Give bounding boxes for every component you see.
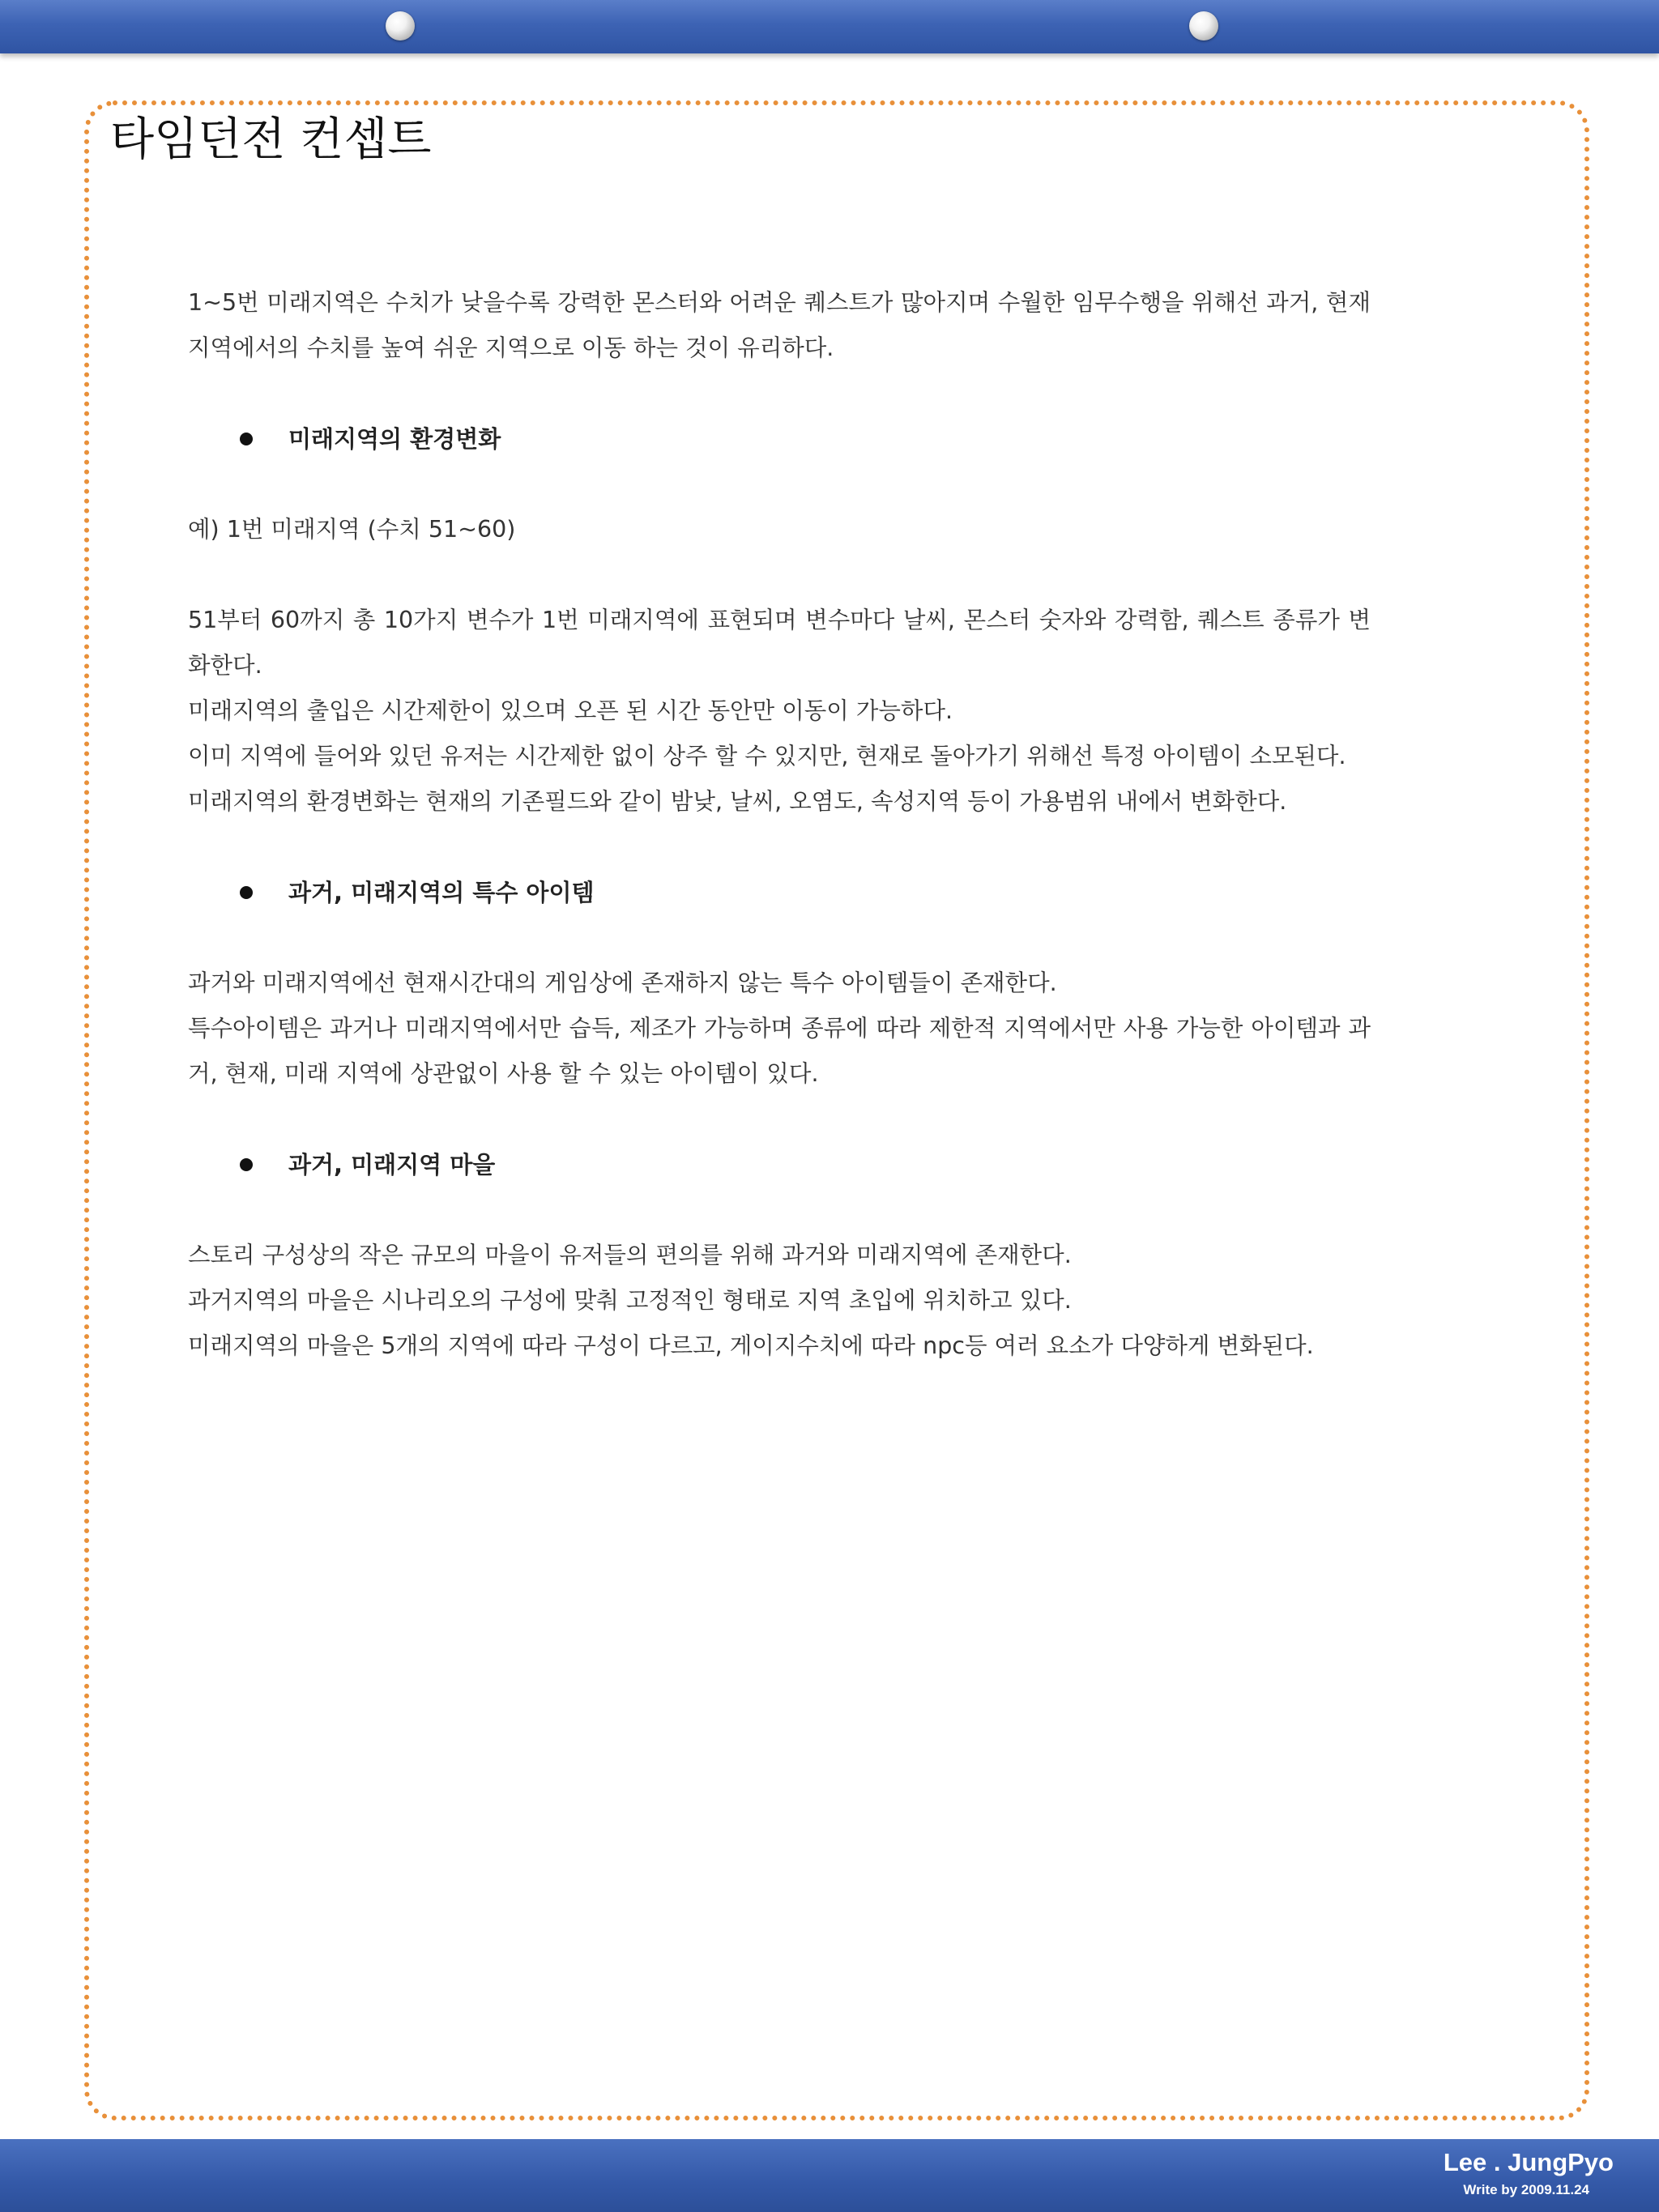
section-heading-special-items xyxy=(240,870,1371,915)
body-paragraph: 이미 지역에 들어와 있던 유저는 시간제한 없이 상주 할 수 있지만, 현재로 돌아가기 위해선 특정 아이템이 소모된다. xyxy=(188,743,1346,769)
spacer xyxy=(188,915,1371,961)
body-paragraph: 특수아이템은 과거나 미래지역에서만 습득, 제조가 가능하며 종류에 따라 제한적 지역에서만 사용 가능한 아이템과 과거, 현재, 미래 지역에 상관없이 사용 할 수 있는 아이템이 있다. xyxy=(188,1015,1371,1087)
bullet-icon xyxy=(240,433,253,445)
body-paragraph: 과거와 미래지역에선 현재시간대의 게임상에 존재하지 않는 특수 아이템들이 존재한다. xyxy=(188,970,1057,996)
section-heading-environment xyxy=(240,416,1371,462)
spacer xyxy=(188,371,1371,416)
intro-paragraph: 1~5번 미래지역은 수치가 낮을수록 강력한 몬스터와 어려운 퀘스트가 많아지며 수월한 임무수행을 위해선 과거, 현재지역에서의 수치를 높여 쉬운 지역으로 이동 하는 것이 유리하다. xyxy=(188,289,1371,361)
footer-date: Write by 2009.11.24 xyxy=(1463,2182,1589,2197)
bullet-icon xyxy=(240,886,253,899)
spacer xyxy=(188,552,1371,598)
bullet-icon xyxy=(240,1158,253,1171)
body-paragraph: 미래지역의 환경변화는 현재의 기존필드와 같이 밤낮, 날씨, 오염도, 속성지역 등이 가용범위 내에서 변화한다. xyxy=(188,788,1287,815)
section-heading-label: 미래지역의 환경변화 xyxy=(288,425,501,453)
page-title: 타임던전 컨셉트 xyxy=(110,113,432,166)
spacer xyxy=(188,1097,1371,1142)
spacer xyxy=(188,462,1371,507)
body-paragraph: 스토리 구성상의 작은 규모의 마을이 유저들의 편의를 위해 과거와 미래지역에 존재한다. xyxy=(188,1242,1072,1268)
binder-ring-icon xyxy=(1189,11,1218,40)
top-header-bar xyxy=(0,0,1659,53)
document-body xyxy=(188,280,1371,1369)
spacer xyxy=(188,1187,1371,1233)
body-paragraph: 미래지역의 출입은 시간제한이 있으며 오픈 된 시간 동안만 이동이 가능하다. xyxy=(188,697,953,724)
section-heading-label: 과거, 미래지역 마을 xyxy=(288,1151,496,1178)
bottom-footer-bar xyxy=(0,2139,1659,2212)
example-line: 예) 1번 미래지역 (수치 51~60) xyxy=(188,516,516,543)
body-paragraph: 51부터 60까지 총 10가지 변수가 1번 미래지역에 표현되며 변수마다 날씨, 몬스터 숫자와 강력함, 퀘스트 종류가 변화한다. xyxy=(188,607,1371,679)
body-paragraph: 미래지역의 마을은 5개의 지역에 따라 구성이 다르고, 게이지수치에 따라 npc등 여러 요소가 다양하게 변화된다. xyxy=(188,1332,1314,1359)
spacer xyxy=(188,825,1371,870)
footer-author: Lee . JungPyo xyxy=(1443,2148,1614,2176)
section-heading-label: 과거, 미래지역의 특수 아이템 xyxy=(288,879,595,906)
body-paragraph: 과거지역의 마을은 시나리오의 구성에 맞춰 고정적인 형태로 지역 초입에 위치하고 있다. xyxy=(188,1287,1072,1314)
section-heading-villages xyxy=(240,1142,1371,1187)
binder-ring-icon xyxy=(386,11,415,40)
